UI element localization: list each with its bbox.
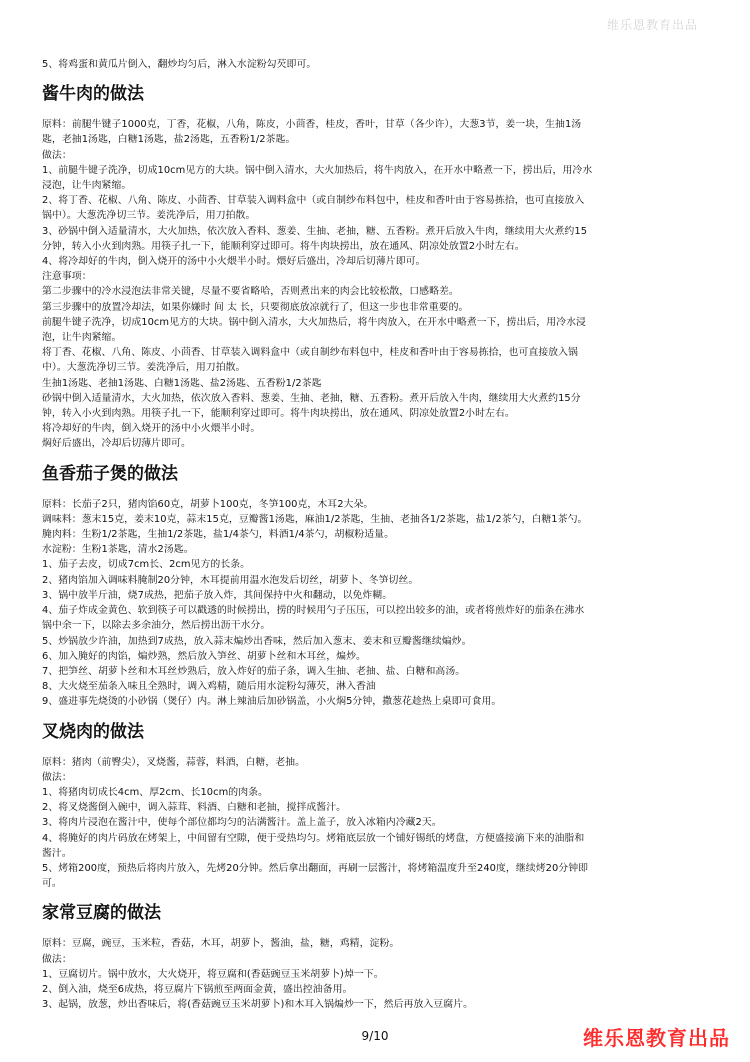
text-line: 3、起锅，放葱，炒出香味后，将(香菇豌豆玉米胡萝卜)和木耳入锅煸炒一下，然后再放入豆腐片。 — [42, 999, 473, 1011]
text-line: 4、茄子炸成金黄色、软到筷子可以戳透的时候捞出，捞的时候用勺子压压，可以控出较多的油，或者将煎炸好的茄条在沸水 — [42, 605, 585, 617]
text-line: 生抽1汤匙、老抽1汤匙、白糖1汤匙、盐2汤匙、五香粉1/2茶匙 — [42, 377, 322, 389]
text-line: 9、盛进事先烧烫的小砂锅（煲仔）内。淋上辣油后加砂锅盖，小火焖5分钟，撒葱花趁热上桌即可食用。 — [42, 696, 502, 708]
text-line: 焖好后盛出，冷却后切薄片即可。 — [42, 438, 191, 450]
section-title: 鱼香茄子煲的做法 — [42, 463, 178, 484]
watermark-bottom-logo: 维乐恩教育出品 — [583, 1026, 730, 1050]
text-line: 2、将叉烧酱倒入碗中，调入蒜茸、料酒、白糖和老抽，搅拌成酱汁。 — [42, 802, 347, 814]
text-line: 将冷却好的牛肉，倒入烧开的汤中小火煨半小时。 — [42, 423, 261, 435]
text-line: 第二步骤中的冷水浸泡法非常关键，尽量不要省略哈，否则煮出来的肉会比较松散，口感略差。 — [42, 286, 459, 298]
text-line: 分钟，转入小火到肉熟。用筷子扎一下，能顺利穿过即可。将牛肉块捞出，放在通风、阴凉处放置2小时左右。 — [42, 240, 525, 252]
text-line: 原料：豆腐，豌豆，玉米粒，香菇，木耳，胡萝卜，酱油，盐，糖，鸡精，淀粉。 — [42, 938, 400, 950]
text-line: 1、豆腐切片。锅中放水，大火烧开，将豆腐和(香菇豌豆玉米胡萝卜)焯一下。 — [42, 968, 384, 980]
text-line: 做法： — [42, 149, 72, 161]
text-line: 原料：猪肉（前臀尖），叉烧酱，蒜蓉，料酒，白糖，老抽。 — [42, 756, 306, 768]
section-title: 家常豆腐的做法 — [42, 903, 161, 924]
page-number: 9/10 — [361, 1029, 389, 1043]
text-line: 做法： — [42, 771, 72, 783]
text-line: 5、烤箱200度，预热后将肉片放入，先烤20分钟。然后拿出翻面，再刷一层酱汁，将烤箱温度升至240度，继续烤20分钟即 — [42, 862, 589, 874]
text-line: 钟，转入小火到肉熟。用筷子扎一下，能顺利穿过即可。将牛肉块捞出，放在通风、阴凉处放置2小时左右。 — [42, 408, 515, 420]
text-line: 水淀粉：生粉1茶匙，清水2汤匙。 — [42, 544, 194, 556]
text-line: 第三步骤中的放置冷却法，如果你嫌时 间 太 长，只要彻底放凉就行了，但这一步也非常重要的。 — [42, 301, 469, 313]
text-line: 腌肉料：生粉1/2茶匙，生抽1/2茶匙，盐1/4茶勺，料酒1/4茶勺，胡椒粉适量。 — [42, 529, 394, 541]
text-line: 3、锅中放半斤油，烧7成热，把茄子放入炸，其间保持中火和翻动，以免炸糊。 — [42, 589, 393, 601]
text-line: 3、砂锅中倒入适量清水，大火加热，依次放入香料、葱姜、生抽、老抽，糖、五香粉。煮开后放入牛肉，继续用大火煮约15 — [42, 225, 588, 237]
text-line: 做法： — [42, 953, 72, 965]
text-line: 浸泡，让牛肉紧缩。 — [42, 180, 132, 192]
text-line: 将丁香、花椒、八角、陈皮、小茴香、甘草装入调料盒中（或自制纱布料包中，桂皮和香叶由于容易拣拾，也可直接放入锅 — [42, 347, 578, 359]
text-line: 锅中余一下，以除去多余油分，然后捞出沥干水分。 — [42, 620, 271, 632]
text-line: 锅中）。大葱洗净切三节。姜洗净后，用刀拍散。 — [42, 210, 256, 222]
text-line: 原料：长茄子2只，猪肉馅60克，胡萝卜100克，冬笋100克，木耳2大朵。 — [42, 498, 374, 510]
section-title: 酱牛肉的做法 — [42, 84, 144, 105]
text-line: 前腿牛键子洗净，切成10cm见方的大块。锅中倒入清水，大火加热后，将牛肉放入，在开水中略煮一下，捞出后，用冷水浸 — [42, 316, 586, 328]
text-line: 1、前腿牛键子洗净，切成10cm见方的大块。锅中倒入清水，大火加热后，将牛肉放入，在开水中略煮一下，捞出后，用冷水 — [42, 164, 593, 176]
text-line: 匙，老抽1汤匙，白糖1汤匙，盐2汤匙，五香粉1/2茶匙。 — [42, 134, 296, 146]
text-line: 2、倒入油，烧至6成热，将豆腐片下锅煎至两面金黄，盛出控油备用。 — [42, 983, 353, 995]
text-line: 砂锅中倒入适量清水，大火加热，依次放入香料、葱姜、生抽、老抽，糖、五香粉。煮开后放入牛肉，继续用大火煮约15分 — [42, 392, 581, 404]
text-line: 2、将丁香、花椒、八角、陈皮、小茴香、甘草装入调料盒中（或自制纱布料包中，桂皮和香叶由于容易拣拾，也可直接放入 — [42, 195, 585, 207]
document-content — [42, 57, 712, 1012]
section-title: 叉烧肉的做法 — [42, 721, 144, 742]
text-line: 3、将肉片浸泡在酱汁中，使每个部位都均匀的沾满酱汁。盖上盖子，放入冰箱内冷藏2天。 — [42, 817, 442, 829]
text-line: 注意事项： — [42, 271, 92, 283]
text-line: 原料：前腿牛键子1000克，丁香，花椒，八角，陈皮，小茴香，桂皮，香叶，甘草（各少许），大葱3节，姜一块，生抽1汤 — [42, 119, 582, 131]
intro-line: 5、将鸡蛋和黄瓜片倒入，翻炒均匀后，淋入水淀粉勾芡即可。 — [42, 59, 317, 70]
text-line: 1、将猪肉切成长4cm、厚2cm、长10cm的肉条。 — [42, 786, 268, 798]
text-line: 4、将腌好的肉片码放在烤架上，中间留有空隙，便于受热均匀。烤箱底层放一个铺好锡纸的烤盘，方便盛接滴下来的油脂和 — [42, 832, 585, 844]
text-line: 5、炒锅放少许油，加热到7成热，放入蒜末煸炒出香味，然后加入葱末、姜末和豆瓣酱继续煸炒。 — [42, 635, 472, 647]
text-line: 4、将冷却好的牛肉，倒入烧开的汤中小火煨半小时。煨好后盛出，冷却后切薄片即可。 — [42, 256, 426, 268]
text-line: 中）。大葱洗净切三节。姜洗净后，用刀拍散。 — [42, 362, 246, 374]
text-line: 可。 — [42, 878, 62, 890]
text-line: 2、猪肉馅加入调味料腌制20分钟，木耳提前用温水泡发后切丝，胡萝卜、冬笋切丝。 — [42, 574, 419, 586]
text-line: 泡，让牛肉紧缩。 — [42, 332, 122, 344]
text-line: 6、加入腌好的肉馅，煸炒熟，然后放入笋丝、胡萝卜丝和木耳丝，煸炒。 — [42, 650, 366, 662]
text-line: 1、茄子去皮，切成7cm长、2cm见方的长条。 — [42, 559, 251, 571]
text-line: 酱汁。 — [42, 847, 72, 859]
watermark-top: 维乐恩教育出品 — [606, 18, 698, 32]
text-line: 7、把笋丝、胡萝卜丝和木耳丝炒熟后，放入炸好的茄子条，调入生抽、老抽、盐、白糖和高汤。 — [42, 665, 466, 677]
text-line: 调味料：葱末15克，姜末10克，蒜末15克，豆瓣酱1汤匙，麻油1/2茶匙，生抽、老抽各1/2茶匙，盐1/2茶勺，白糖1茶勺。 — [42, 513, 588, 525]
text-line: 8、大火烧至茄条入味且全熟时，调入鸡精，随后用水淀粉勾薄芡，淋入香油 — [42, 681, 376, 693]
